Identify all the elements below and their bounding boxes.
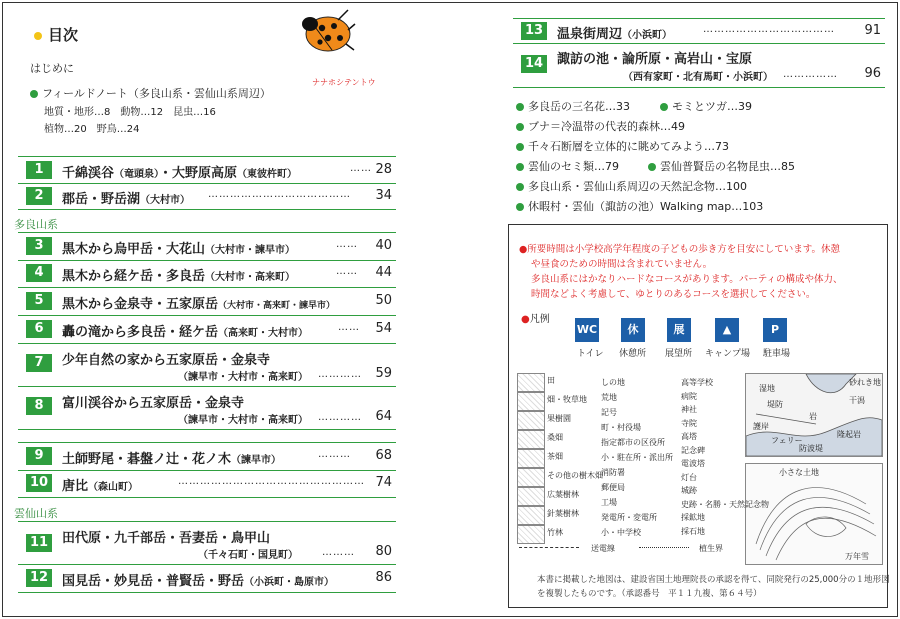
map-symbol-swatch <box>517 487 545 506</box>
map-symbol-label: 史跡・名勝・天然記念物 <box>681 499 769 509</box>
map-symbol-label: しの地 <box>601 378 625 387</box>
entry-title: 少年自然の家から五家原岳・金泉寺 <box>62 353 271 368</box>
map-symbol-label: 指定都市の区役所 <box>601 438 665 447</box>
entry-title: 土師野尾・碁盤ノ辻・花ノ木（諫早市） <box>62 452 282 467</box>
bullet-link[interactable]: ブナ＝冷温帯の代表的森林…49 <box>516 118 685 134</box>
map-symbol-label: 電波塔 <box>681 459 705 468</box>
map-symbol-label: 畑・牧草地 <box>547 395 587 404</box>
map-symbol-swatch <box>517 392 545 411</box>
icon-label: 展望所 <box>665 349 693 359</box>
toc-entry-7[interactable]: 7 少年自然の家から五家原岳・金泉寺 （諫早市・大村市・高来町） ………… 59 <box>18 344 396 387</box>
section-label-unzen: 雲仙山系 <box>14 507 58 520</box>
entry-page: 80 <box>375 544 392 559</box>
map-label: 湿地 <box>759 384 775 393</box>
entry-page: 86 <box>375 570 392 585</box>
entry-subtitle: （諫早市・大村市・高来町） <box>178 415 308 426</box>
map-credit: 本書に掲載した地図は、建設省国土地理院長の承認を得て、同院発行の25,000分の１地形図 <box>537 575 890 585</box>
entry-page: 68 <box>375 448 392 463</box>
entry-title: 黒木から金泉寺・五家原岳（大村市・高来町・諫早市） <box>62 297 336 312</box>
map-symbol-label: その他の樹木畑 <box>547 471 603 480</box>
entry-subtitle: （西有家町・北有馬町・小浜町） <box>623 72 773 83</box>
bullet-link[interactable]: モミとツガ…39 <box>660 98 752 114</box>
toc-entry-1[interactable]: 1 千綿渓谷（竜頭泉）・大野原高原（東彼杵町） …… 28 <box>18 156 396 184</box>
entry-title: 諏訪の池・論所原・高岩山・宝原 <box>557 52 753 67</box>
toc-entry-11[interactable]: 11 田代原・九千部岳・吾妻岳・鳥甲山 （千々石町・国見町） ……… 80 <box>18 521 396 565</box>
map-label: 堤防 <box>767 400 783 409</box>
toc-entry-5[interactable] <box>18 288 396 316</box>
entry-number: 4 <box>26 264 52 282</box>
map-symbol-label: 竹林 <box>547 528 563 537</box>
toc-entry-10[interactable]: 10 唐比（森山町） …………………………………………… 74 <box>18 470 396 498</box>
map-symbol-swatch <box>517 449 545 468</box>
toc-title: 目次 <box>48 26 79 44</box>
line-label: 植生界 <box>699 544 723 553</box>
bullet-icon <box>516 203 524 211</box>
bullet-link[interactable]: 雲仙のセミ類…79 <box>516 158 619 174</box>
entry-page: 59 <box>375 366 392 381</box>
notice-text: ●所要時間は小学校高学年程度の子どもの歩き方を目安にしています。休憩 <box>519 244 841 255</box>
section-label-tara: 多良山系 <box>14 218 58 231</box>
map-label: 砂れき地 <box>849 378 881 387</box>
map-symbol-swatch <box>517 373 545 392</box>
map-label: 万年雪 <box>845 552 869 561</box>
map-symbol-label: 桑畑 <box>547 433 563 442</box>
map-symbol-label: 郵便局 <box>601 483 625 492</box>
entry-title: 富川渓谷から五家原岳・金泉寺 <box>62 396 245 411</box>
entry-number: 9 <box>26 447 52 465</box>
entry-title: 轟の滝から多良岳・経ケ岳（高来町・大村市） <box>62 325 309 340</box>
fieldnote-title: フィールドノート（多良山系・雲仙山系周辺） <box>42 87 271 100</box>
entry-page: 74 <box>375 475 392 490</box>
entry-title: 温泉街周辺（小浜町） <box>557 27 673 42</box>
rest-area-icon: 休 <box>621 318 645 342</box>
map-symbol-label: 広葉樹林 <box>547 490 579 499</box>
icon-label: 駐車場 <box>763 349 791 359</box>
entry-number: 6 <box>26 320 52 338</box>
map-symbol-label: 小・駐在所・派出所 <box>601 453 673 462</box>
map-symbol-label: 神社 <box>681 405 697 414</box>
entry-page: 54 <box>375 321 392 336</box>
toc-entry-14[interactable]: 14 諏訪の池・論所原・高岩山・宝原 （西有家町・北有馬町・小浜町） …………… 96 <box>513 43 885 88</box>
map-symbol-swatch <box>517 506 545 525</box>
icon-label: トイレ <box>577 349 604 359</box>
notice-text: 多良山系にはかなりハードなコースがあります。パーティの構成や体力、 <box>531 274 843 285</box>
sample-map-contour <box>745 463 883 565</box>
bullet-icon <box>516 163 524 171</box>
map-label: 岩 <box>809 412 817 421</box>
map-label: 隆起岩 <box>837 430 861 439</box>
map-symbol-label: 針葉樹林 <box>547 509 579 518</box>
toc-entry-9[interactable]: 9 土師野尾・碁盤ノ辻・花ノ木（諫早市） ……… 68 <box>18 442 396 471</box>
entry-subtitle: （千々石町・国見町） <box>198 550 298 561</box>
toc-entry-12[interactable] <box>18 564 396 593</box>
entry-page: 28 <box>375 162 392 177</box>
map-symbol-swatch <box>517 468 545 487</box>
entry-title: 千綿渓谷（竜頭泉）・大野原高原（東彼杵町） <box>62 166 298 181</box>
map-symbol-label: 果樹園 <box>547 414 571 423</box>
map-symbol-label: 寺院 <box>681 418 697 428</box>
parking-icon: P <box>763 318 787 342</box>
entry-page: 44 <box>375 265 392 280</box>
map-symbol-label: 城跡 <box>681 486 697 495</box>
map-symbol-label: 病院 <box>681 391 697 401</box>
power-line-sample <box>519 547 579 548</box>
map-symbol-label: 発電所・変電所 <box>601 513 657 522</box>
icon-label: キャンプ場 <box>705 349 751 359</box>
bullet-icon <box>660 103 668 111</box>
intro-link[interactable]: はじめに <box>30 62 74 75</box>
bullet-icon <box>34 32 42 40</box>
toc-entry-13[interactable]: 13 温泉街周辺（小浜町） ……………………………… 91 <box>513 18 885 44</box>
entry-number: 1 <box>26 161 52 179</box>
map-label: 護岸 <box>753 422 769 431</box>
toc-heading <box>34 24 78 45</box>
bullet-icon <box>516 183 524 191</box>
entry-title: 郡岳・野岳湖（大村市） <box>62 192 191 207</box>
entry-title: 唐比（森山町） <box>62 479 139 494</box>
ladybug-caption: ナナホシテントウ <box>312 78 376 87</box>
entry-page: 96 <box>864 66 881 81</box>
campsite-icon: ▲ <box>715 318 739 342</box>
entry-number: 13 <box>521 22 547 40</box>
entry-number: 14 <box>521 55 547 73</box>
entry-number: 11 <box>26 534 52 552</box>
entry-number: 2 <box>26 187 52 205</box>
entry-number: 7 <box>26 354 52 372</box>
map-symbol-label: 採石地 <box>681 526 705 536</box>
map-symbol-swatch <box>517 525 545 544</box>
bullet-link[interactable]: 雲仙普賢岳の名物昆虫…85 <box>648 158 795 174</box>
ladybug-icon <box>298 6 356 56</box>
map-symbol-label: 高塔 <box>681 432 697 441</box>
bullet-icon <box>30 90 38 98</box>
legend-box <box>508 224 888 608</box>
map-label: フェリー <box>771 436 803 445</box>
toc-entry-3[interactable]: 3 黒木から烏甲岳・大花山（大村市・諫早市） …… 40 <box>18 232 396 261</box>
entry-page: 40 <box>375 238 392 253</box>
toc-entry-6[interactable]: 6 轟の滝から多良岳・経ケ岳（高来町・大村市） …… 54 <box>18 316 396 344</box>
map-symbol-label: 記念碑 <box>681 445 705 455</box>
legend-title: ●凡例 <box>521 314 550 325</box>
entry-title: 国見岳・妙見岳・普賢岳・野岳（小浜町・島原市） <box>62 574 335 589</box>
entry-title: 黒木から経ケ岳・多良岳（大村市・高来町） <box>62 269 296 284</box>
bullet-icon <box>516 103 524 111</box>
icon-label: 休憩所 <box>619 349 647 359</box>
map-label: 干潟 <box>849 396 865 405</box>
entry-number: 3 <box>26 237 52 255</box>
entry-subtitle: （諫早市・大村市・高来町） <box>178 372 308 383</box>
entry-number: 12 <box>26 569 52 587</box>
entry-number: 8 <box>26 397 52 415</box>
map-symbol-label: 小・中学校 <box>601 528 641 537</box>
entry-number: 5 <box>26 292 52 310</box>
bullet-link[interactable]: 千々石断層を立体的に眺めてみよう…73 <box>516 138 729 154</box>
bullet-icon <box>648 163 656 171</box>
entry-page: 64 <box>375 409 392 424</box>
entry-number: 10 <box>26 474 52 492</box>
toc-entry-2[interactable]: 2 郡岳・野岳湖（大村市） ………………………………… 34 <box>18 183 396 210</box>
bullet-link[interactable]: 休暇村・雲仙（諏訪の池）Walking map…103 <box>516 198 763 214</box>
bullet-icon <box>516 143 524 151</box>
map-symbol-label: 工場 <box>601 498 617 507</box>
fieldnote-line: 植物…20 野鳥…24 <box>44 124 140 135</box>
entry-page: 50 <box>375 293 392 308</box>
map-symbol-label: 田 <box>547 376 555 385</box>
map-symbol-label: 茶畑 <box>547 452 563 461</box>
notice-text: や昼食のための時間は含まれていません。 <box>531 259 713 270</box>
notice-text: 時間などよく考慮して、ゆとりのあるコースを選択してください。 <box>531 289 816 300</box>
entry-title: 田代原・九千部岳・吾妻岳・鳥甲山 <box>62 531 271 546</box>
fieldnote-line: 地質・地形…8 動物…12 昆虫…16 <box>44 107 216 118</box>
map-symbol-swatch <box>517 430 545 449</box>
entry-page: 91 <box>864 23 881 38</box>
map-symbol-label: 高等学校 <box>681 378 713 387</box>
map-label: 防波堤 <box>799 444 823 453</box>
map-symbol-label: 町・村役場 <box>601 423 641 432</box>
bullet-link[interactable]: 多良岳の三名花…33 <box>516 98 630 114</box>
bullet-link[interactable]: 多良山系・雲仙山系周辺の天然記念物…100 <box>516 178 747 194</box>
toc-entry-8[interactable]: 8 富川渓谷から五家原岳・金泉寺 （諫早市・大村市・高来町） ………… 64 <box>18 387 396 430</box>
line-label: 送電線 <box>591 544 615 553</box>
entry-page: 34 <box>375 188 392 203</box>
map-symbol-swatch <box>517 411 545 430</box>
map-symbol-label: 記号 <box>601 408 617 417</box>
toilet-icon: WC <box>575 318 599 342</box>
map-symbol-label: 消防署 <box>601 468 625 477</box>
observatory-icon: 展 <box>667 318 691 342</box>
entry-title: 黒木から烏甲岳・大花山（大村市・諫早市） <box>62 242 296 257</box>
map-credit: を複製したものです。（承認番号 平１１九複、第６４号） <box>537 589 762 599</box>
bullet-icon <box>516 123 524 131</box>
map-symbol-label: 灯台 <box>681 472 697 482</box>
vegetation-boundary-sample <box>639 547 689 548</box>
map-label: 小さな土地 <box>779 468 819 477</box>
map-symbol-label: 荒地 <box>601 393 617 402</box>
toc-entry-4[interactable]: 4 黒木から経ケ岳・多良岳（大村市・高来町） …… 44 <box>18 260 396 288</box>
fieldnote-heading <box>30 85 271 101</box>
map-symbol-label: 採鉱地 <box>681 513 705 522</box>
